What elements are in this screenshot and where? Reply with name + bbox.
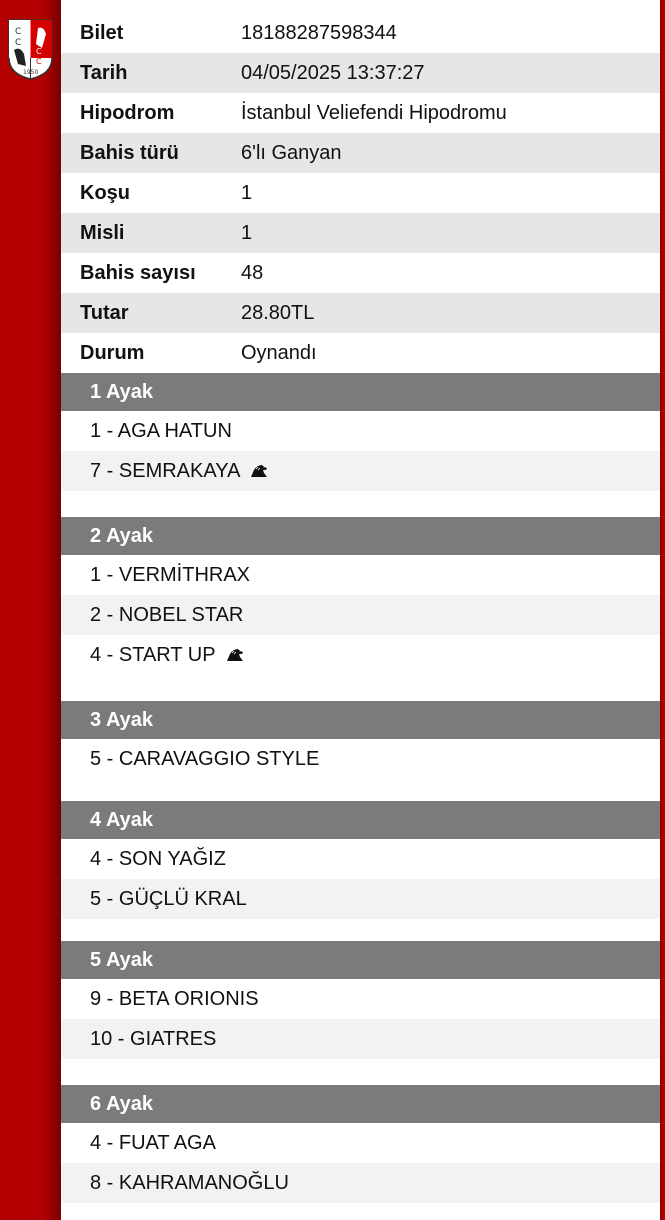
horse-label: 5 - GÜÇLÜ KRAL <box>90 887 247 910</box>
svg-text:C: C <box>15 38 22 48</box>
horse-item <box>61 411 660 451</box>
leg-header: 1 Ayak <box>61 373 660 411</box>
row-label: Hipodrom <box>80 101 175 124</box>
spacer <box>61 1059 660 1085</box>
ticket-info-table <box>61 0 660 373</box>
row-value: 18188287598344 <box>241 21 397 44</box>
row-value: 1 <box>241 181 253 204</box>
ticket-row-durum <box>61 333 660 373</box>
row-label: Misli <box>80 221 125 244</box>
leg-header: 3 Ayak <box>61 701 660 739</box>
horse-item <box>61 555 660 595</box>
horse-item <box>61 635 660 675</box>
svg-text:C: C <box>36 57 42 66</box>
left-sidebar <box>0 0 61 1220</box>
row-value: 28.80TL <box>241 301 315 324</box>
horse-head-icon <box>250 464 268 478</box>
row-label: Bahis sayısı <box>80 261 196 284</box>
leg-header: 2 Ayak <box>61 517 660 555</box>
horse-label: 4 - FUAT AGA <box>90 1131 216 1154</box>
right-edge-bar <box>660 0 665 1220</box>
leg-header: 6 Ayak <box>61 1085 660 1123</box>
svg-text:C: C <box>15 27 22 37</box>
horse-item <box>61 1163 660 1203</box>
horse-label: 8 - KAHRAMANOĞLU <box>90 1171 289 1194</box>
row-label: Bahis türü <box>80 141 179 164</box>
horse-label: 1 - VERMİTHRAX <box>90 563 251 586</box>
club-logo-icon[interactable] <box>6 18 55 80</box>
ticket-row-hipodrom <box>61 93 660 133</box>
row-label: Koşu <box>80 181 130 204</box>
horse-label: 2 - NOBEL STAR <box>90 603 244 626</box>
horse-label: 7 - SEMRAKAYA <box>90 459 241 482</box>
row-label: Tutar <box>80 301 129 324</box>
ticket-row-tutar <box>61 293 660 333</box>
ticket-row-bilet <box>61 0 660 53</box>
row-value: İstanbul Veliefendi Hipodromu <box>241 101 507 124</box>
horse-label: 4 - START UP <box>90 643 216 666</box>
horse-item <box>61 1123 660 1163</box>
spacer <box>61 779 660 801</box>
ticket-row-misli <box>61 213 660 253</box>
ticket-content <box>61 0 660 1203</box>
horse-item <box>61 451 660 491</box>
spacer <box>61 675 660 701</box>
horse-label: 10 - GIATRES <box>90 1027 217 1050</box>
ticket-row-bahis-sayisi <box>61 253 660 293</box>
horse-item <box>61 879 660 919</box>
horse-label: 1 - AGA HATUN <box>90 419 232 442</box>
row-label: Durum <box>80 341 145 364</box>
row-value: 1 <box>241 221 253 244</box>
horse-head-icon <box>226 648 244 662</box>
horse-label: 5 - CARAVAGGIO STYLE <box>90 747 320 770</box>
ticket-row-tarih <box>61 53 660 93</box>
horse-item <box>61 595 660 635</box>
ticket-row-bahis-turu <box>61 133 660 173</box>
horse-item <box>61 739 660 779</box>
svg-text:C: C <box>36 47 42 56</box>
spacer <box>61 919 660 941</box>
horse-item <box>61 1019 660 1059</box>
row-value: 48 <box>241 261 264 284</box>
leg-header: 5 Ayak <box>61 941 660 979</box>
horse-item <box>61 839 660 879</box>
row-value: 6'lı Ganyan <box>241 141 342 164</box>
horse-label: 4 - SON YAĞIZ <box>90 847 226 870</box>
spacer <box>61 491 660 517</box>
horse-item <box>61 979 660 1019</box>
row-label: Bilet <box>80 21 124 44</box>
row-value: Oynandı <box>241 341 317 364</box>
row-value: 04/05/2025 13:37:27 <box>241 61 425 84</box>
leg-header: 4 Ayak <box>61 801 660 839</box>
ticket-row-kosu <box>61 173 660 213</box>
row-label: Tarih <box>80 61 128 84</box>
horse-label: 9 - BETA ORIONIS <box>90 987 259 1010</box>
svg-text:1950: 1950 <box>23 69 39 76</box>
